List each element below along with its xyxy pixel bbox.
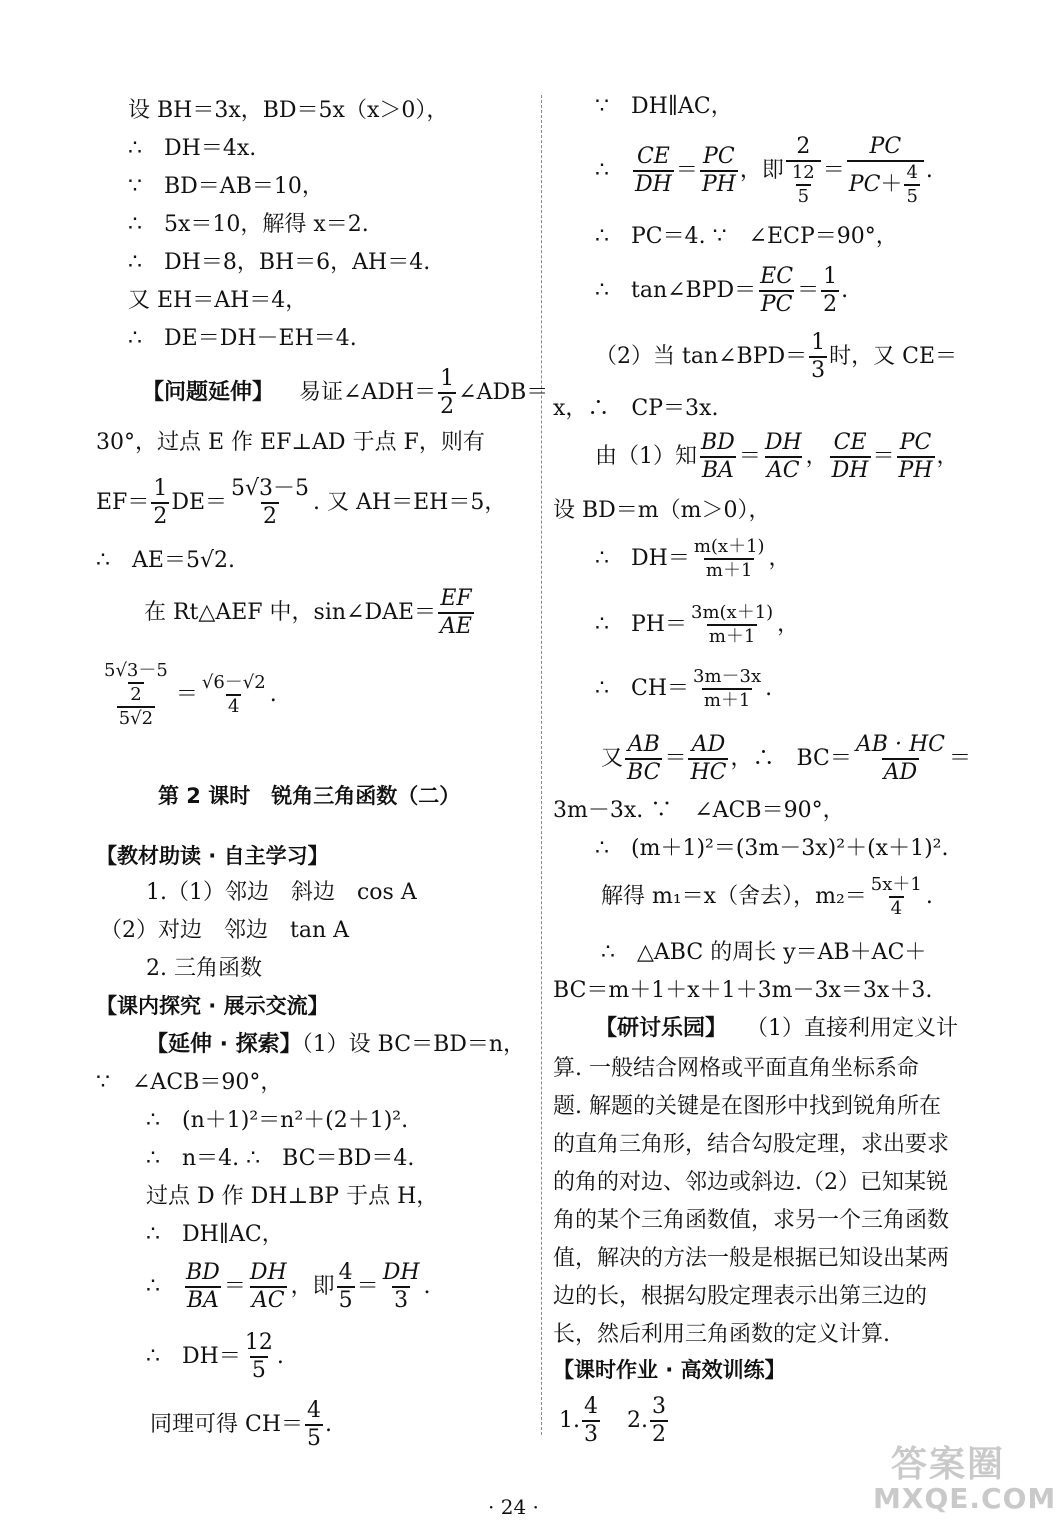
text-line: 1.（1）邻边 斜边 cos A [146,880,417,905]
math-line: ∴ tan∠BPD＝ $\frac{EC}{PC}$ ＝ $\frac{1}{2}$ . [595,264,849,317]
text-line: 长，然后利用三角函数的定义计算. [553,1322,890,1347]
text-line: ∵ DH∥AC， [595,94,733,119]
text-line: ∴ DH∥AC， [146,1222,284,1247]
text-line: 值，解决的方法一般是根据已知设出某两 [553,1246,950,1271]
section-heading: 【课时作业 · 高效训练】 [553,1358,786,1382]
section-tag: 【研讨乐园】 [595,1016,728,1041]
text-line: ∴ PC＝4. ∵ ∠ECP＝90°， [595,224,898,249]
text-line: ∴ DH＝4x. [128,136,257,161]
text-line: 题. 解题的关键是在图形中找到锐角所在 [553,1094,941,1119]
math-line: ∴ PH＝ $\frac{3m(x+1)}{m+1}$ ， [595,602,800,647]
text-line: ∵ BD＝AB＝10， [128,174,324,199]
text-line: 的角的对边、邻边或斜边.（2）已知某锐 [553,1170,948,1195]
math-line: ∴ $\frac{CE}{DH}$ ＝ $\frac{PC}{PH}$ ，即 $\frac{2}{\frac{12}{5}}$ ＝ PC PC＋ $\frac{4}{5}$ . [595,134,933,207]
text-line: ∴ n＝4. ∴ BC＝BD＝4. [146,1146,415,1171]
section-heading: 【课内探究 · 展示交流】 [96,994,329,1018]
text-line: ∴ (n＋1)²＝n²＋(2＋1)². [146,1108,409,1133]
text-line: 3m－3x. ∵ ∠ACB＝90°， [553,798,845,823]
text-line: 设 BD＝m（m＞0）， [553,498,771,523]
text-line: 又 EH＝AH＝4， [128,288,308,313]
text-line: ∴ (m＋1)²＝(3m－3x)²＋(x＋1)². [595,836,949,861]
text-line: 设 BH＝3x，BD＝5x（x＞0）， [128,98,449,123]
text-line: ∴ △ABC 的周长 y＝AB＋AC＋ [601,940,927,965]
math-line: ∴ CH＝ $\frac{3m-3x}{m+1}$ . [595,666,773,711]
math-line: ∴ $\frac{BD}{BA}$ ＝ $\frac{DH}{AC}$ ，即 $\frac{4}{5}$ ＝ $\frac{DH}{3}$ . [146,1260,431,1313]
fraction: $\frac{1}{2}$ [440,366,455,419]
text-line: 角的某个三角函数值，求另一个三角函数 [553,1208,950,1233]
watermark-logo: 答案圈 MXQE.COM [873,1444,1056,1515]
section-tag: 【问题延伸】 [142,380,275,405]
answer-line: 1. $\frac{4}{3}$ 2. $\frac{3}{2}$ [559,1394,666,1447]
text-line: 边的长，根据勾股定理表示出第三边的 [553,1284,928,1309]
text-line: ∵ ∠ACB＝90°， [96,1070,283,1095]
text-line: ∴ DE＝DH－EH＝4. [128,326,357,351]
text-line: 的直角三角形，结合勾股定理，求出要求 [553,1132,950,1157]
math-line: 在 Rt△AEF 中，sin∠DAE＝ $\frac{EF}{AE}$ [144,586,472,639]
text-line: 算. 一般结合网格或平面直角坐标系命 [553,1056,919,1081]
section-heading: 【教材助读 · 自主学习】 [96,844,329,868]
math-line: 同理可得 CH＝ $\frac{4}{5}$ . [150,1398,333,1451]
discussion-line: 【研讨乐园】 （1）直接利用定义计 [595,1016,959,1041]
text-line: ∴ AE＝5√2. [96,548,235,573]
text-line: （2）对边 邻边 tan A [100,918,350,943]
math-line: （2）当 tan∠BPD＝ $\frac{1}{3}$ 时，又 CE＝ [595,330,958,383]
text-line: 过点 D 作 DH⊥BP 于点 H， [146,1184,439,1209]
math-line: EF＝ $\frac{1}{2}$ DE＝ $\frac{5√3-5}{2}$ . 又 AH＝EH＝5， [96,476,507,529]
column-divider [541,95,542,1435]
problem-extension-line: 【问题延伸】 易证∠ADH＝ $\frac{1}{2}$ ∠ADB＝ [142,366,549,419]
lesson-title: 第 2 课时 锐角三角函数（二） [158,784,461,808]
math-line: $\frac{\frac{5√3-5}{2}}{5√2}$ ＝ $\frac{√6-√2}{4}$ . [104,660,277,729]
text-line: 30°，过点 E 作 EF⊥AD 于点 F，则有 [96,430,485,455]
text-line: BC＝m＋1＋x＋1＋3m－3x＝3x＋3. [553,978,933,1003]
page-number: · 24 · [488,1495,539,1519]
text-line: ∴ DH＝8，BH＝6，AH＝4. [128,250,431,275]
math-line: 由（1）知 $\frac{BD}{BA}$ ＝ $\frac{DH}{AC}$ ， $\frac{CE}{DH}$ ＝ $\frac{PC}{PH}$ ， [595,430,959,483]
text-line: ∴ 5x＝10，解得 x＝2. [128,212,369,237]
text-line: 2. 三角函数 [146,956,262,981]
math-line: ∴ DH＝ $\frac{12}{5}$ . [146,1330,284,1383]
text-line: 【延伸 · 探索】（1）设 BC＝BD＝n， [146,1032,526,1057]
text-line: x，∴ CP＝3x. [553,396,719,421]
math-line: 解得 m₁＝x（舍去），m₂＝ $\frac{5x+1}{4}$ . [601,874,933,919]
math-line: 又 $\frac{AB}{BC}$ ＝ $\frac{AD}{HC}$ ，∴ BC＝ $\frac{AB \cdot HC}{AD}$ ＝ [601,732,971,785]
math-line: ∴ DH＝ $\frac{m(x+1)}{m+1}$ ， [595,536,791,581]
